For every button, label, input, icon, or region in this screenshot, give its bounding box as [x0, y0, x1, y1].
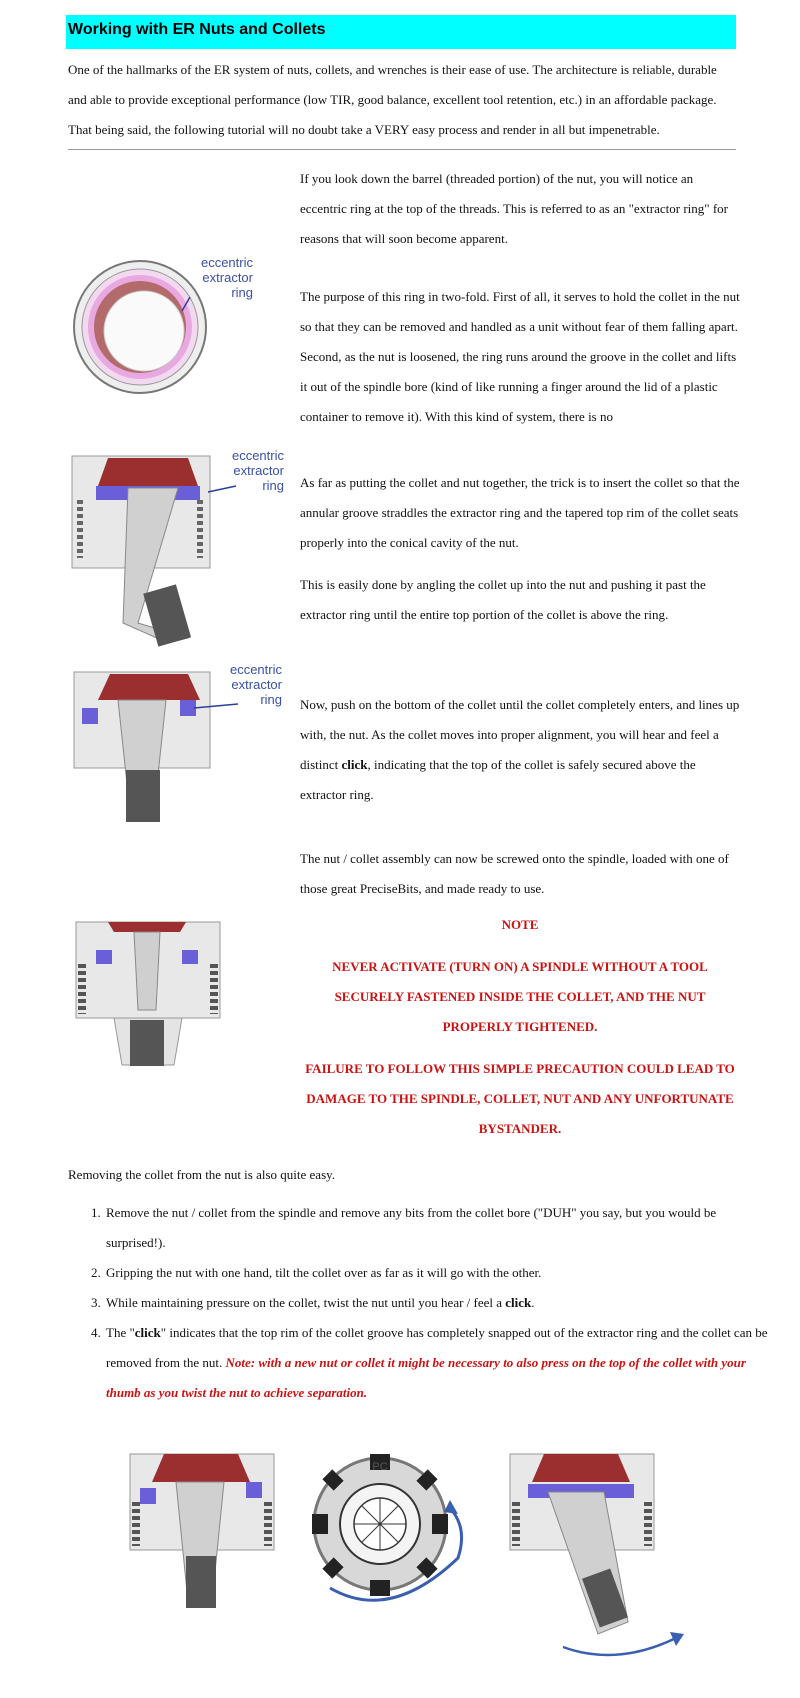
- step-2: 2. Gripping the nut with one hand, tilt the collet over as far as it will go with the other.: [104, 1258, 774, 1288]
- intro-paragraph: One of the hallmarks of the ER system of nuts, collets, and wrenches is their ease of use. The architecture is reliable, durable and able to provide exceptional performance (low TIR, good balance, excellent tool retention, etc.) in an affordable package. That being said, the following tutorial will no doubt take a VERY easy process and render in all but impenetrable.: [68, 62, 717, 137]
- removal-tilted-figure: [128, 1452, 278, 1612]
- label-ring: ring: [231, 285, 253, 300]
- wrench-mark: PC: [372, 1461, 388, 1473]
- label-extractor: extractor: [202, 270, 253, 285]
- removal-steps-list: [68, 1198, 774, 1408]
- label-ring-3: ring: [260, 692, 282, 707]
- click-emphasis: click: [341, 757, 368, 772]
- note-line-1: NEVER ACTIVATE (TURN ON) A SPINDLE WITHOUT A TOOL SECURELY FASTENED INSIDE THE COLLET, AND THE NUT PROPERLY TIGHTENED.: [332, 959, 708, 1034]
- collet-shank-3: [130, 1020, 164, 1066]
- angled-collet-figure: [68, 448, 288, 648]
- collet-shank: [143, 584, 191, 646]
- seated-collet-figure: [74, 920, 234, 1070]
- pull-arrow: [563, 1637, 678, 1655]
- safety-note: [300, 910, 740, 1144]
- wrench-rotation-figure: [310, 1448, 480, 1608]
- label-eccentric-2: eccentric: [231, 448, 284, 463]
- label-eccentric: eccentric: [200, 255, 253, 270]
- section-3-paragraph-1: Now, push on the bottom of the collet until the collet completely enters, and lines up with, the nut. As the collet moves into proper alignment, you will hear and feel a distinct click, indicating that the top of the collet is safely secured above the extractor ring.: [300, 697, 740, 802]
- section-1-text: [300, 164, 740, 432]
- section-3-paragraph-2: The nut / collet assembly can now be screwed onto the spindle, loaded with one of those great PreciseBits, and made ready to use.: [300, 851, 729, 896]
- nut-top-view-figure: [70, 255, 270, 405]
- section-3-text: [300, 690, 740, 904]
- step-3: 3. While maintaining pressure on the collet, twist the nut until you hear / feel a click.: [104, 1288, 774, 1318]
- step-4-note: Note: with a new nut or collet it might be necessary to also press on the top of the collet with your thumb as you twist the nut to achieve separation.: [106, 1355, 746, 1400]
- section-2-paragraph-2: This is easily done by angling the collet up into the nut and pushing it past the extractor ring until the entire top portion of the collet is above the ring.: [300, 577, 706, 622]
- note-heading: NOTE: [501, 917, 539, 932]
- label-eccentric-3: eccentric: [229, 662, 282, 677]
- step-1: 1. Remove the nut / collet from the spindle and remove any bits from the collet bore ("DUH" you say, but you would be surprised!).: [104, 1198, 774, 1258]
- section-2-paragraph-1: As far as putting the collet and nut together, the trick is to insert the collet so that the annular groove straddles the extractor ring and the tapered top rim of the collet seats properly into the conical cavity of the nut.: [300, 475, 740, 550]
- divider: [68, 149, 736, 150]
- note-line-2: FAILURE TO FOLLOW THIS SIMPLE PRECAUTION COULD LEAD TO DAMAGE TO THE SPINDLE, COLLET, NUT AND ANY UNFORTUNATE BYSTANDER.: [305, 1061, 735, 1136]
- section-1-paragraph-2: The purpose of this ring in two-fold. First of all, it serves to hold the collet in the nut so that they can be removed and handled as a unit without fear of them falling apart. Second, as the nut is loosened, the ring runs around the groove in the collet and lifts it out of the spindle bore (kind of like running a finger around the lid of a plastic container to remove it). With this kind of system, there is no: [300, 289, 740, 424]
- title-bar: [66, 15, 736, 49]
- section-2-text: [300, 468, 740, 630]
- straight-collet-figure: [70, 662, 290, 827]
- label-extractor-3: extractor: [231, 677, 282, 692]
- removing-intro: Removing the collet from the nut is also quite easy.: [68, 1167, 336, 1182]
- label-extractor-2: extractor: [233, 463, 284, 478]
- nut-cone: [98, 458, 198, 486]
- step-4: 4. The "click" indicates that the top rim of the collet groove has completely snapped out of the extractor ring and the collet can be removed from the nut. Note: with a new nut or collet it might be necessary to also press on the top of the collet with your thumb as you twist the nut to achieve separation.: [104, 1318, 774, 1408]
- collet-shank-2: [126, 770, 160, 822]
- page-title: Working with ER Nuts and Collets: [68, 21, 326, 38]
- section-1-paragraph-1: If you look down the barrel (threaded portion) of the nut, you will notice an eccentric ring at the top of the threads. This is referred to as an "extractor ring" for reasons that will soon become apparent.: [300, 171, 729, 246]
- label-ring-2: ring: [262, 478, 284, 493]
- removal-released-figure: [508, 1452, 698, 1672]
